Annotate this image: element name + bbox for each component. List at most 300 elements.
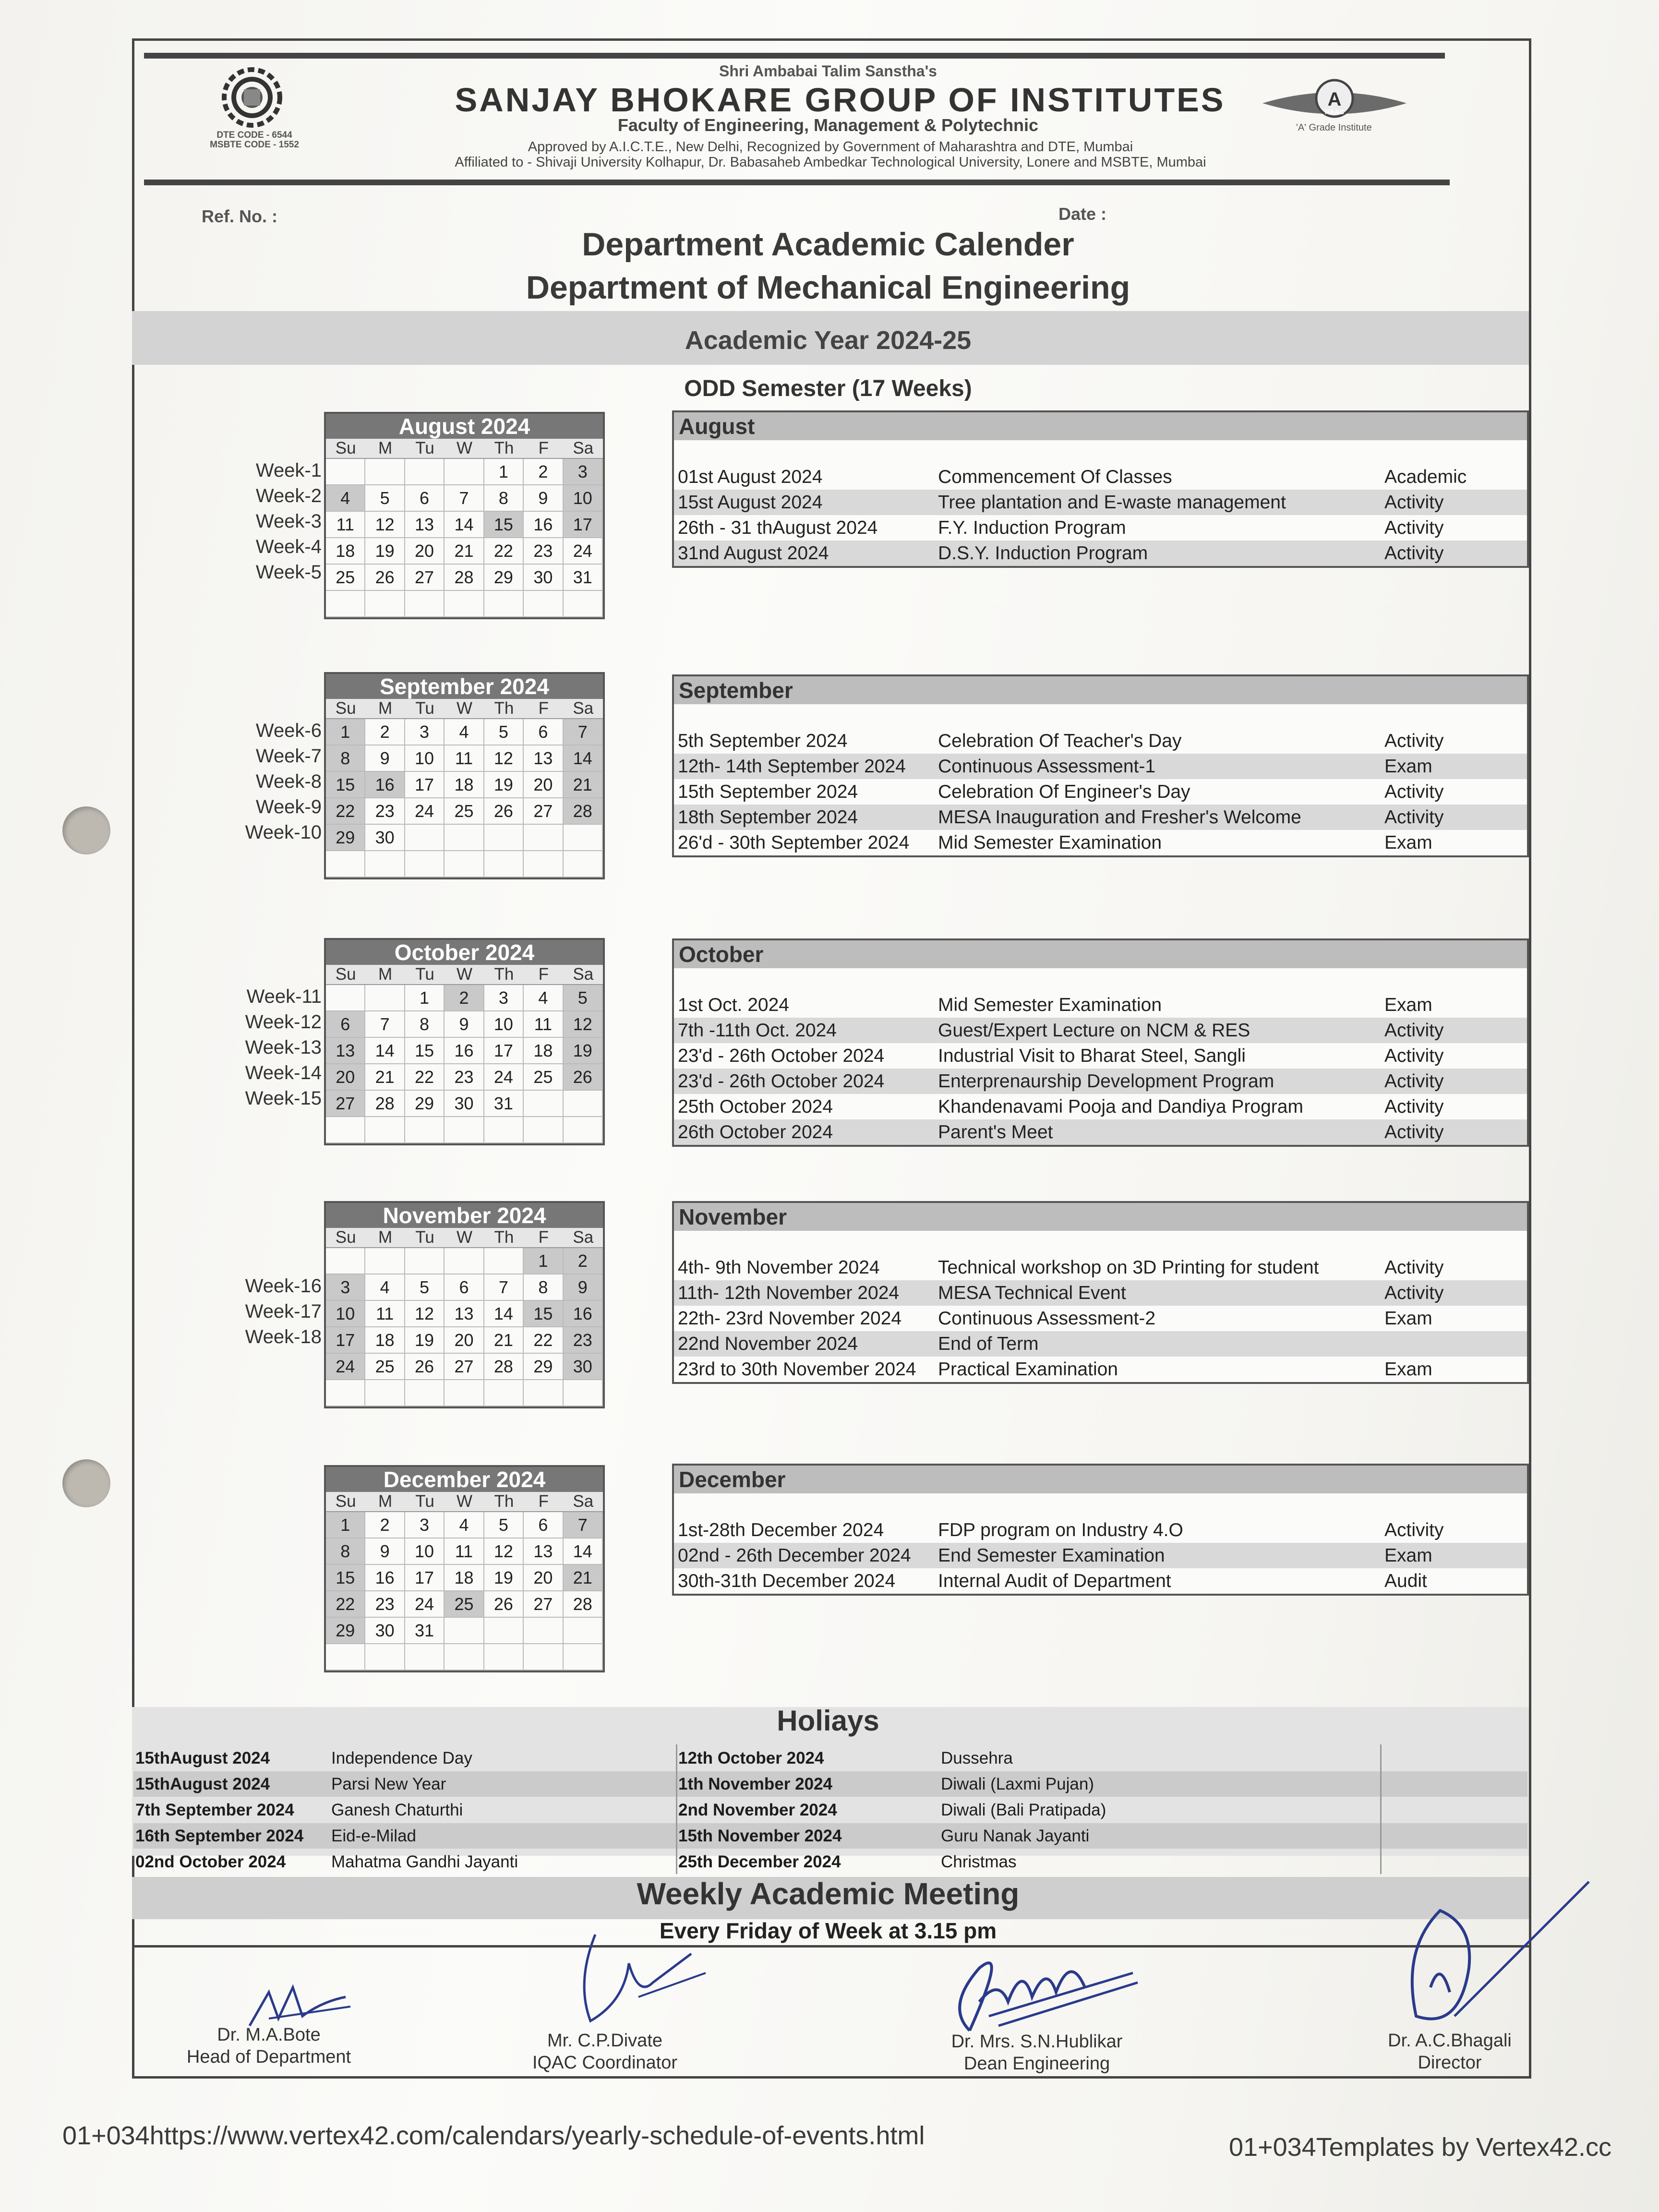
- week-label: Week-15: [245, 1088, 322, 1109]
- calendar-day: 16: [365, 772, 405, 798]
- week-label: Week-16: [245, 1275, 322, 1297]
- event-row: [674, 1094, 1527, 1119]
- event-name: Khandenavami Pooja and Dandiya Program: [938, 1096, 1303, 1117]
- academic-year: Academic Year 2024-25: [685, 326, 972, 355]
- calendar-day: 1: [484, 459, 524, 485]
- calendar-day: [524, 1380, 563, 1407]
- event-type: Activity: [1384, 1071, 1444, 1092]
- calendar-day: 14: [484, 1301, 524, 1327]
- calendar-grid: [326, 965, 603, 1143]
- event-name: Tree plantation and E-waste management: [938, 492, 1286, 513]
- event-date: 26th - 31 thAugust 2024: [678, 517, 878, 538]
- calendar-day: 22: [326, 798, 365, 825]
- signature-iqac: [566, 1925, 710, 2031]
- events-month-title: November: [674, 1203, 1527, 1231]
- event-row: [674, 464, 1527, 490]
- event-type: Activity: [1384, 1122, 1444, 1142]
- calendar-day: 2: [365, 1512, 405, 1539]
- weekday-header: F: [524, 1228, 563, 1248]
- signatory-role: Head of Department: [186, 2047, 351, 2067]
- holiday-date: 2nd November 2024: [678, 1801, 837, 1819]
- week-label: Week-7: [255, 745, 322, 767]
- holiday-name: Parsi New Year: [331, 1775, 446, 1793]
- calendar-day: 19: [564, 1038, 603, 1064]
- calendar-day: 29: [326, 1618, 365, 1644]
- weekday-header: M: [365, 699, 405, 719]
- event-name: Continuous Assessment-1: [938, 756, 1156, 777]
- calendar-day: 12: [365, 512, 405, 538]
- calendar-day: 4: [365, 1274, 405, 1301]
- month-events-panel: [672, 1464, 1529, 1596]
- calendar-day: [365, 851, 405, 878]
- events-month-title: September: [674, 676, 1527, 704]
- calendar-day: 26: [484, 798, 524, 825]
- month-calendar: [324, 938, 605, 1145]
- event-row: [674, 1517, 1527, 1543]
- calendar-day: 14: [365, 1038, 405, 1064]
- holiday-date: 1th November 2024: [678, 1775, 832, 1793]
- event-type: Activity: [1384, 1046, 1444, 1066]
- event-type: Exam: [1384, 1308, 1432, 1329]
- event-name: Commencement Of Classes: [938, 467, 1172, 487]
- holiday-name: Christmas: [941, 1852, 1017, 1871]
- week-labels: [211, 1274, 322, 1350]
- holiday-date: 25th December 2024: [678, 1852, 841, 1871]
- calendar-day: 9: [445, 1011, 484, 1038]
- week-label: Week-10: [245, 822, 322, 843]
- holidays-divider: [1380, 1744, 1382, 1874]
- footer-url: 01+034https://www.vertex42.com/calendars/yearly-schedule-of-events.html: [62, 2121, 925, 2150]
- calendar-day: 10: [326, 1301, 365, 1327]
- signatory-director: [1363, 2030, 1536, 2074]
- letterhead-bottom-rule: [144, 180, 1450, 185]
- naac-logo: [1258, 72, 1411, 149]
- month-events-panel: [672, 674, 1529, 857]
- event-row: [674, 1306, 1527, 1331]
- calendar-day: 21: [564, 772, 603, 798]
- calendar-day: 3: [405, 719, 445, 745]
- calendar-day: 28: [564, 1591, 603, 1618]
- events-spacer: [674, 1493, 1527, 1517]
- event-date: 1st-28th December 2024: [678, 1520, 884, 1540]
- event-type: Activity: [1384, 492, 1444, 513]
- calendar-day: 1: [326, 1512, 365, 1539]
- calendar-day: [524, 825, 563, 851]
- calendar-day: 25: [445, 1591, 484, 1618]
- event-name: Mid Semester Examination: [938, 995, 1162, 1015]
- event-date: 25th October 2024: [678, 1096, 833, 1117]
- calendar-day: [405, 1248, 445, 1274]
- dte-code: DTE CODE - 6544: [216, 130, 292, 140]
- calendar-day: [405, 459, 445, 485]
- events-month-title: October: [674, 940, 1527, 968]
- calendar-day: 29: [524, 1354, 563, 1380]
- event-date: 23rd to 30th November 2024: [678, 1359, 916, 1380]
- event-date: 02nd - 26th December 2024: [678, 1545, 911, 1566]
- event-name: End of Term: [938, 1334, 1039, 1354]
- holiday-row: [133, 1797, 1527, 1823]
- calendar-day: 30: [445, 1091, 484, 1117]
- week-label: Week-18: [245, 1326, 322, 1347]
- calendar-day: 16: [564, 1301, 603, 1327]
- signatory-name: Dr. A.C.Bhagali: [1388, 2031, 1512, 2051]
- calendar-day: [326, 985, 365, 1011]
- event-row: [674, 541, 1527, 566]
- holiday-date: 15thAugust 2024: [135, 1775, 270, 1793]
- calendar-day: 12: [484, 1539, 524, 1565]
- calendar-day: 15: [524, 1301, 563, 1327]
- events-spacer: [674, 1231, 1527, 1255]
- events-month-title: December: [674, 1466, 1527, 1493]
- calendar-day: 7: [445, 485, 484, 512]
- calendar-grid: [326, 1492, 603, 1671]
- calendar-day: [524, 1117, 563, 1143]
- calendar-day: 6: [524, 719, 563, 745]
- calendar-day: [365, 1644, 405, 1671]
- signatory-dean: [926, 2031, 1147, 2075]
- date-label: Date :: [1058, 204, 1107, 224]
- calendar-day: [564, 1644, 603, 1671]
- signatory-name: Mr. C.P.Divate: [547, 2031, 663, 2051]
- calendar-day: 13: [524, 745, 563, 772]
- event-name: F.Y. Induction Program: [938, 517, 1126, 538]
- calendar-day: 30: [365, 825, 405, 851]
- calendar-day: 13: [445, 1301, 484, 1327]
- calendar-day: 4: [524, 985, 563, 1011]
- calendar-day: 2: [564, 1248, 603, 1274]
- calendar-day: 18: [326, 538, 365, 565]
- footer-credit: 01+034Templates by Vertex42.cc: [1229, 2133, 1612, 2162]
- calendar-day: 28: [484, 1354, 524, 1380]
- month-calendar: [324, 1465, 605, 1672]
- event-name: Technical workshop on 3D Printing for student: [938, 1257, 1319, 1278]
- calendar-day: 2: [524, 459, 563, 485]
- event-type: Activity: [1384, 517, 1444, 538]
- event-row: [674, 490, 1527, 515]
- calendar-day: 31: [484, 1091, 524, 1117]
- calendar-day: [524, 1644, 563, 1671]
- event-date: 31nd August 2024: [678, 543, 829, 564]
- calendar-day: 25: [524, 1064, 563, 1091]
- event-type: Activity: [1384, 1283, 1444, 1303]
- calendar-day: 14: [445, 512, 484, 538]
- calendar-day: 29: [405, 1091, 445, 1117]
- event-row: [674, 1331, 1527, 1357]
- holiday-date: 15thAugust 2024: [135, 1749, 270, 1767]
- calendar-day: 21: [365, 1064, 405, 1091]
- signatory-name: Dr. M.A.Bote: [217, 2025, 321, 2045]
- calendar-day: [365, 459, 405, 485]
- calendar-day: 25: [326, 565, 365, 591]
- calendar-day: [365, 985, 405, 1011]
- event-name: Celebration Of Teacher's Day: [938, 731, 1182, 751]
- events-spacer: [674, 440, 1527, 464]
- calendar-day: 11: [445, 1539, 484, 1565]
- holiday-name: Guru Nanak Jayanti: [941, 1827, 1090, 1845]
- calendar-month-title: October 2024: [326, 940, 603, 965]
- calendar-day: 11: [524, 1011, 563, 1038]
- calendar-day: [564, 1618, 603, 1644]
- calendar-day: 26: [365, 565, 405, 591]
- calendar-day: 1: [326, 719, 365, 745]
- calendar-day: [326, 1380, 365, 1407]
- month-calendar: [324, 1201, 605, 1408]
- calendar-day: 11: [326, 512, 365, 538]
- holiday-row: [133, 1849, 1527, 1875]
- calendar-day: 28: [445, 565, 484, 591]
- calendar-day: [484, 825, 524, 851]
- event-row: [674, 515, 1527, 541]
- holiday-name: Independence Day: [331, 1749, 472, 1767]
- holidays-title: Holiays: [777, 1705, 879, 1737]
- calendar-day: [484, 851, 524, 878]
- event-date: 12th- 14th September 2024: [678, 756, 906, 777]
- weekday-header: Su: [326, 1228, 365, 1248]
- calendar-day: 12: [564, 1011, 603, 1038]
- calendar-day: [326, 1248, 365, 1274]
- event-type: Academic: [1384, 467, 1467, 487]
- calendar-day: 19: [405, 1327, 445, 1354]
- calendar-day: 14: [564, 745, 603, 772]
- event-date: 7th -11th Oct. 2024: [678, 1020, 837, 1041]
- holiday-name: Mahatma Gandhi Jayanti: [331, 1852, 518, 1871]
- trust-name: Shri Ambabai Talim Sanstha's: [719, 62, 937, 80]
- calendar-day: 3: [326, 1274, 365, 1301]
- calendar-day: 18: [524, 1038, 563, 1064]
- calendar-day: 17: [405, 772, 445, 798]
- calendar-day: 3: [405, 1512, 445, 1539]
- holiday-row: [133, 1823, 1527, 1849]
- week-labels: [211, 718, 322, 845]
- event-type: Activity: [1384, 1520, 1444, 1540]
- weekday-header: Th: [484, 699, 524, 719]
- calendar-day: [445, 1248, 484, 1274]
- event-row: [674, 830, 1527, 855]
- calendar-day: 6: [524, 1512, 563, 1539]
- event-date: 01st August 2024: [678, 467, 823, 487]
- holiday-date: 7th September 2024: [135, 1801, 294, 1819]
- week-label: Week-2: [255, 485, 322, 506]
- calendar-day: 10: [405, 1539, 445, 1565]
- punch-hole: [62, 1459, 110, 1507]
- weekday-header: Th: [484, 439, 524, 459]
- calendar-day: 25: [365, 1354, 405, 1380]
- calendar-day: 15: [326, 1565, 365, 1591]
- calendar-day: 17: [564, 512, 603, 538]
- calendar-day: [405, 1380, 445, 1407]
- weekday-header: F: [524, 439, 563, 459]
- calendar-day: 27: [524, 798, 563, 825]
- event-name: Continuous Assessment-2: [938, 1308, 1156, 1329]
- calendar-day: 7: [564, 719, 603, 745]
- event-date: 11th- 12th November 2024: [678, 1283, 900, 1303]
- calendar-day: 22: [405, 1064, 445, 1091]
- calendar-day: 26: [484, 1591, 524, 1618]
- event-date: 15th September 2024: [678, 781, 858, 802]
- calendar-grid: [326, 699, 603, 878]
- calendar-day: 5: [405, 1274, 445, 1301]
- week-label: Week-5: [255, 562, 322, 583]
- calendar-day: 13: [524, 1539, 563, 1565]
- holiday-row: [133, 1771, 1527, 1797]
- weekday-header: M: [365, 439, 405, 459]
- calendar-day: 1: [405, 985, 445, 1011]
- letterhead-top-rule: [144, 53, 1445, 59]
- event-type: Activity: [1384, 807, 1444, 828]
- calendar-day: 23: [564, 1327, 603, 1354]
- calendar-day: 17: [484, 1038, 524, 1064]
- holiday-name: Diwali (Laxmi Pujan): [941, 1775, 1094, 1793]
- weekday-header: Sa: [564, 1228, 603, 1248]
- weekday-header: Sa: [564, 439, 603, 459]
- weekday-header: Sa: [564, 699, 603, 719]
- event-date: 23'd - 26th October 2024: [678, 1071, 885, 1092]
- event-type: Exam: [1384, 1359, 1432, 1380]
- calendar-day: 23: [365, 798, 405, 825]
- calendar-day: 23: [445, 1064, 484, 1091]
- week-label: Week-3: [255, 511, 322, 532]
- calendar-day: 6: [445, 1274, 484, 1301]
- event-row: [674, 805, 1527, 830]
- calendar-day: 5: [484, 1512, 524, 1539]
- holiday-date: 02nd October 2024: [135, 1852, 286, 1871]
- ref-no-label: Ref. No. :: [202, 206, 277, 226]
- meeting-title: Weekly Academic Meeting: [637, 1876, 1020, 1911]
- event-type: Exam: [1384, 832, 1432, 853]
- calendar-day: [484, 1117, 524, 1143]
- weekday-header: M: [365, 1228, 405, 1248]
- event-name: Practical Examination: [938, 1359, 1118, 1380]
- calendar-day: 18: [445, 1565, 484, 1591]
- weekday-header: W: [445, 699, 484, 719]
- calendar-day: 17: [326, 1327, 365, 1354]
- event-row: [674, 1357, 1527, 1382]
- week-label: Week-17: [245, 1301, 322, 1322]
- naac-grade: 'A' Grade Institute: [1296, 122, 1372, 133]
- event-date: 15st August 2024: [678, 492, 823, 513]
- calendar-day: 19: [484, 772, 524, 798]
- weekday-header: F: [524, 699, 563, 719]
- calendar-day: 15: [484, 512, 524, 538]
- calendar-day: 24: [326, 1354, 365, 1380]
- calendar-day: 22: [326, 1591, 365, 1618]
- event-type: Activity: [1384, 1020, 1444, 1041]
- calendar-day: 15: [326, 772, 365, 798]
- calendar-day: 30: [524, 565, 563, 591]
- event-name: Mid Semester Examination: [938, 832, 1162, 853]
- weekday-header: W: [445, 1492, 484, 1512]
- calendar-day: [564, 825, 603, 851]
- holiday-date: 12th October 2024: [678, 1749, 824, 1767]
- week-label: Week-13: [245, 1037, 322, 1058]
- weekday-header: F: [524, 965, 563, 985]
- approval-line: Approved by A.I.C.T.E., New Delhi, Recognized by Government of Maharashtra and DTE, Mumbai: [528, 139, 1133, 155]
- event-type: Activity: [1384, 543, 1444, 564]
- event-row: [674, 1119, 1527, 1145]
- event-name: End Semester Examination: [938, 1545, 1165, 1566]
- calendar-day: 10: [564, 485, 603, 512]
- event-type: Activity: [1384, 731, 1444, 751]
- calendar-day: [524, 1618, 563, 1644]
- calendar-day: [326, 459, 365, 485]
- event-name: FDP program on Industry 4.O: [938, 1520, 1183, 1540]
- calendar-day: [564, 851, 603, 878]
- calendar-day: 8: [524, 1274, 563, 1301]
- calendar-day: 31: [564, 565, 603, 591]
- calendar-grid: [326, 1228, 603, 1407]
- event-date: 26'd - 30th September 2024: [678, 832, 910, 853]
- calendar-day: 27: [445, 1354, 484, 1380]
- events-spacer: [674, 968, 1527, 992]
- event-type: Audit: [1384, 1571, 1427, 1591]
- calendar-day: [564, 591, 603, 617]
- week-labels: [211, 458, 322, 585]
- calendar-day: 20: [405, 538, 445, 565]
- msbte-code: MSBTE CODE - 1552: [210, 140, 299, 150]
- calendar-day: 24: [405, 1591, 445, 1618]
- weekday-header: F: [524, 1492, 563, 1512]
- signature-dean: [941, 1935, 1142, 2040]
- calendar-day: 16: [365, 1565, 405, 1591]
- weekday-header: W: [445, 439, 484, 459]
- calendar-day: [524, 851, 563, 878]
- weekday-header: Su: [326, 965, 365, 985]
- calendar-day: [365, 591, 405, 617]
- event-name: MESA Technical Event: [938, 1283, 1126, 1303]
- naac-logo-letter: A: [1327, 89, 1342, 110]
- event-row: [674, 1543, 1527, 1568]
- calendar-day: [524, 1091, 563, 1117]
- calendar-day: 21: [484, 1327, 524, 1354]
- calendar-month-title: December 2024: [326, 1467, 603, 1492]
- month-calendar: [324, 412, 605, 619]
- calendar-day: [484, 1618, 524, 1644]
- calendar-day: 27: [326, 1091, 365, 1117]
- signatory-role: IQAC Coordinator: [532, 2053, 677, 2073]
- week-label: Week-8: [255, 771, 322, 792]
- calendar-day: 24: [405, 798, 445, 825]
- week-label: Week-12: [245, 1011, 322, 1033]
- event-row: [674, 754, 1527, 779]
- department-title: Department of Mechanical Engineering: [526, 269, 1130, 306]
- institute-name: SANJAY BHOKARE GROUP OF INSTITUTES: [455, 81, 1226, 119]
- signature-director: [1382, 1872, 1594, 2045]
- week-label: Week-1: [255, 460, 322, 481]
- calendar-day: [445, 459, 484, 485]
- calendar-day: 11: [445, 745, 484, 772]
- calendar-day: 12: [405, 1301, 445, 1327]
- calendar-day: [564, 1091, 603, 1117]
- holiday-name: Dussehra: [941, 1749, 1013, 1767]
- calendar-month-title: November 2024: [326, 1203, 603, 1228]
- week-labels: [211, 984, 322, 1111]
- holiday-date: 15th November 2024: [678, 1827, 842, 1845]
- calendar-day: 18: [365, 1327, 405, 1354]
- event-date: 22th- 23rd November 2024: [678, 1308, 902, 1329]
- calendar-day: 8: [326, 1539, 365, 1565]
- event-type: Activity: [1384, 1257, 1444, 1278]
- calendar-day: [484, 591, 524, 617]
- calendar-day: 2: [445, 985, 484, 1011]
- event-date: 30th-31th December 2024: [678, 1571, 896, 1591]
- weekday-header: Su: [326, 439, 365, 459]
- event-date: 4th- 9th November 2024: [678, 1257, 880, 1278]
- calendar-day: [564, 1380, 603, 1407]
- weekday-header: M: [365, 965, 405, 985]
- event-row: [674, 1018, 1527, 1043]
- faculty-line: Faculty of Engineering, Management & Polytechnic: [617, 115, 1039, 135]
- calendar-grid: [326, 439, 603, 617]
